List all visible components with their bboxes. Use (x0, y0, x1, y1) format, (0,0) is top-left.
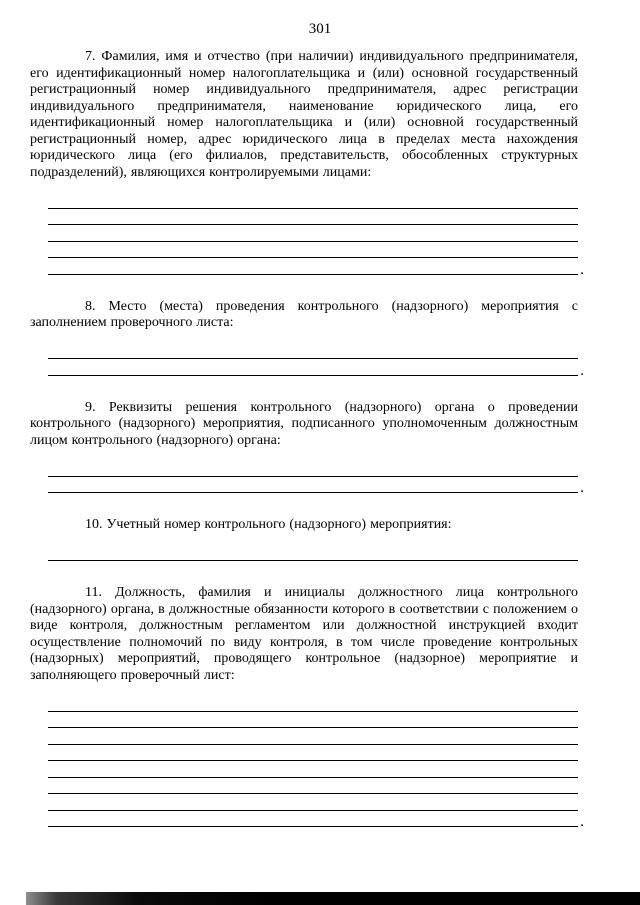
paragraph-9-text: 9. Реквизиты решения контрольного (надзорного) органа о проведении контрольного (надзорного) мероприятия, подписанного уполномоченным должностным лицом контрольного (надзорного) органа: (30, 399, 578, 448)
section-9 (30, 399, 584, 496)
fill-in-terminator-8: . (580, 362, 584, 379)
blank-fill-line (48, 359, 578, 376)
fill-in-area-8 (48, 343, 584, 379)
paragraph-8-text: 8. Место (места) проведения контрольного (надзорного) мероприятия с заполнением проверочного листа: (30, 298, 578, 330)
fill-in-area-9 (48, 460, 584, 496)
blank-fill-line (48, 343, 578, 360)
blank-fill-line (48, 745, 578, 762)
section-8 (30, 298, 584, 379)
paragraph-10-text: 10. Учетный номер контрольного (надзорного) мероприятия: (85, 517, 452, 532)
page-number: 301 (308, 21, 332, 37)
blank-fill-line (48, 477, 578, 494)
fill-in-terminator-7: . (580, 261, 584, 278)
blank-fill-line (48, 778, 578, 795)
blank-fill-line (48, 695, 578, 712)
fill-in-terminator-11: . (580, 814, 584, 830)
blank-fill-line (48, 209, 578, 226)
blank-fill-line (48, 811, 578, 828)
blank-fill-line (48, 761, 578, 778)
blank-fill-line (48, 728, 578, 745)
document-content (30, 49, 584, 830)
blank-fill-line (48, 794, 578, 811)
blank-fill-line (48, 545, 578, 562)
blank-fill-line (48, 192, 578, 209)
scan-artifact-bar (26, 892, 640, 905)
blank-fill-line (48, 242, 578, 259)
blank-fill-line (48, 712, 578, 729)
fill-in-area-11 (48, 695, 584, 830)
fill-in-terminator-9: . (580, 480, 584, 496)
section-10 (30, 517, 578, 561)
blank-fill-line (48, 258, 578, 275)
fill-in-area-10 (48, 545, 578, 562)
paragraph-7-text: 7. Фамилия, имя и отчество (при наличии) индивидуального предпринимателя, его идентификационный номер налогоплательщика и (или) основной государственный регистрационный номер индивидуального предпринимателя, адрес регистрации индивидуального предпринимателя, наименование юридического лица, его идентификационный номер налогоплательщика и (или) основной государственный регистрационный номер, адрес юридического лица в пределах места нахождения юридического лица (его филиалов, представительств, обособленных структурных подразделений), являющихся контролируемыми лицами: (30, 49, 578, 180)
fill-in-area-7 (48, 192, 584, 278)
section-11 (30, 585, 584, 830)
paragraph-11-text: 11. Должность, фамилия и инициалы должностного лица контрольного (надзорного) органа, в должностные обязанности которого в соответствии с положением о виде контроля, должностным регламентом или должностной инструкцией входит осуществление полномочий по виду контроля, в том числе проведение контрольных (надзорных) мероприятий, проводящего контрольное (надзорное) мероприятие и заполняющего проверочный лист: (30, 585, 578, 683)
section-7 (30, 49, 584, 278)
blank-fill-line (48, 460, 578, 477)
blank-fill-line (48, 225, 578, 242)
